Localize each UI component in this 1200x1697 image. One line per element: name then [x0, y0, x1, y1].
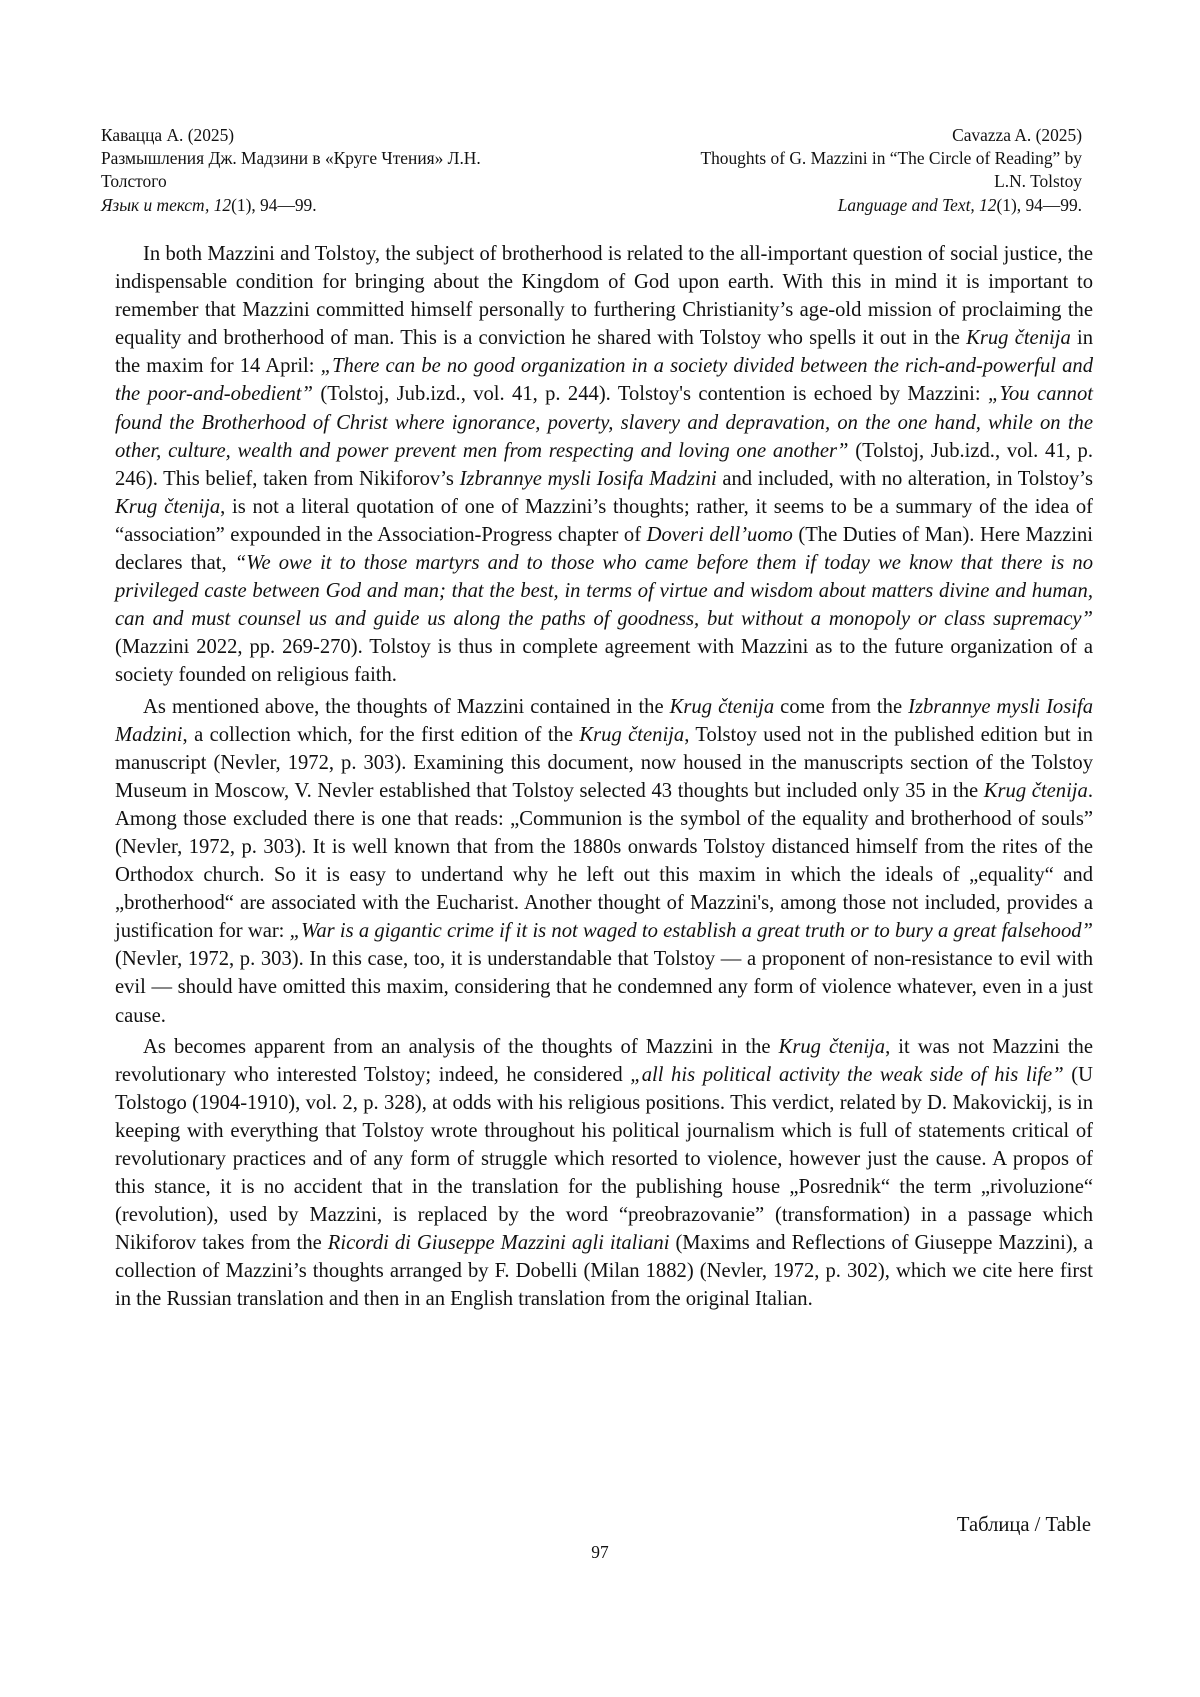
text-run: , is not a literal quotation of one of Mazzini’s thoughts; rather, it seems to be a summary of the idea of “association” expounded in the Association-Progress chapter of — [115, 495, 1093, 546]
italic-title: Krug čtenija — [778, 1035, 886, 1058]
header-right-author: Cavazza A. (2025) — [952, 125, 1082, 145]
text-run: , it was not Mazzini the revolutionary who interested Tolstoy; indeed, he considered — [115, 1035, 1093, 1086]
header-right-volume: 12 — [979, 194, 997, 215]
text-run: (The Duties of Man). Here Mazzini declares that, — [115, 523, 1093, 575]
italic-quote: „There can be no good organization in a society divided between the rich-and-powerful and the poor-and-obedient” — [115, 355, 1093, 406]
text-run: (Tolstoj, Jub.izd., vol. 41, p. 244). Tolstoy's contention is echoed by Mazzini: — [312, 383, 988, 406]
text-run: (Mazzini 2022, pp. 269-270). Tolstoy is thus in complete agreement with Mazzini as to the future organization of a society founded on religious faith. — [115, 636, 1093, 687]
header-left-journal: Язык и текст, — [101, 194, 214, 215]
italic-title: Krug čtenija — [115, 495, 221, 518]
text-run: (Maxims and Reflections of Giuseppe Mazzini), a collection of Mazzini’s thoughts arranged by F. Dobelli (Milan 1882) (Nevler, 1972, p. 302), which we cite here first in the Russian translation and then in an English translation from the original Italian. — [115, 1232, 1093, 1311]
header-right-title: Thoughts of G. Mazzini in “The Circle of Reading” by — [700, 148, 1082, 169]
paragraph-excluded-thoughts — [115, 693, 1093, 1030]
text-run: come from the — [774, 695, 909, 718]
italic-title: Krug čtenija — [983, 779, 1088, 802]
table-caption: Таблица / Table — [956, 1514, 1091, 1536]
header-left-issue-pages: (1), 94—99. — [231, 194, 317, 215]
text-run: (Nevler, 1972, p. 303). In this case, too, it is understandable that Tolstoy — a proponent of non-resistance to evil with evil — should have omitted this maxim, considering that he condemned any form of violence whatever, even in a just cause. — [115, 948, 1093, 1027]
header-right-title-cont: L.N. Tolstoy — [994, 171, 1082, 192]
italic-title: Ricordi di Giuseppe Mazzini agli italiani — [327, 1232, 670, 1255]
header-right-journal-line — [562, 194, 1082, 217]
italic-quote: „all his political activity the weak side of his life” — [630, 1063, 1064, 1086]
paragraph-revolutionary-mazzini — [115, 1033, 1093, 1314]
article-body — [115, 240, 1093, 1317]
header-right-citation-en — [562, 124, 1082, 217]
header-left-title: Размышления Дж. Мадзини в «Круге Чтения» Л.Н. — [101, 148, 481, 169]
italic-title: Krug čtenija — [966, 327, 1071, 350]
italic-title: Izbrannye mysli Iosifa Madzini — [459, 467, 717, 490]
text-run: , Tolstoy used not in the published edition but in manuscript (Nevler, 1972, p. 303). Examining this document, now housed in the manuscripts section of the Tolstoy Museum in Moscow, V. Nevler established that Tolstoy selected 43 thoughts but included only 35 in the — [115, 723, 1093, 802]
italic-quote: „War is a gigantic crime if it is not waged to establish a great truth or to bury a great falsehood” — [289, 920, 1093, 943]
text-run: , a collection which, for the first edition of the — [182, 723, 580, 746]
text-run: In both Mazzini and Tolstoy, the subject of brotherhood is related to the all-important question of social justice, the indispensable condition for bringing about the Kingdom of God upon earth. With this in mind it is important to remember that Mazzini committed himself personally to furthering Christianity’s age-old mission of proclaiming the equality and brotherhood of man. This is a conviction he shared with Tolstoy who spells it out in the — [115, 243, 1093, 350]
paragraph-brotherhood-social-justice — [115, 240, 1093, 690]
italic-title: Doveri dell’uomo — [646, 523, 793, 546]
header-left-author: Кавацца А. (2025) — [101, 125, 235, 145]
header-left-citation-ru — [101, 124, 571, 217]
italic-quote: „You cannot found the Brotherhood of Christ where ignorance, poverty, slavery and depravation, on the one hand, while on the other, culture, wealth and power prevent men from respecting and loving one another” — [115, 383, 1093, 462]
italic-title: Izbrannye mysli Iosifa Madzini — [115, 695, 1093, 746]
text-run: (U Tolstogo (1904-1910), vol. 2, p. 328), at odds with his religious positions. This verdict, related by D. Makovickij, is in keeping with everything that Tolstoy wrote throughout his political journalism which is full of statements critical of revolutionary practices and of any form of struggle which resorted to violence, however just the cause. A propos of this stance, it is no accident that in the translation for the publishing house „Posrednik“ the term „rivoluzione“ (revolution), used by Mazzini, is replaced by the word “preobrazovanie” (transformation) in a passage which Nikiforov takes from the — [115, 1063, 1093, 1255]
text-run: . Among those excluded there is one that reads: „Communion is the symbol of the equality and brotherhood of souls” (Nevler, 1972, p. 303). It is well known that from the 1880s onwards Tolstoy distanced himself from the rites of the Orthodox church. So it is easy to undertand why he left out this maxim in which the ideals of „equality“ and „brotherhood“ are associated with the Eucharist. Another thought of Mazzini's, among those not included, provides a justification for war: — [115, 779, 1093, 943]
text-run: and included, with no alteration, in Tolstoy’s — [716, 467, 1093, 490]
text-run: (Tolstoj, Jub.izd., vol. 41, p. 246). This belief, taken from Nikiforov’s — [115, 439, 1093, 490]
header-left-volume: 12 — [213, 194, 232, 215]
italic-title: Krug čtenija — [579, 723, 685, 746]
page-number: 97 — [591, 1542, 609, 1562]
header-right-issue-pages: (1), 94—99. — [996, 194, 1082, 215]
italic-quote: “We owe it to those martyrs and to those who came before them if today we know that there is no privileged caste between God and man; that the best, in terms of virtue and wisdom about matters divine and human, can and must counsel us and guide us along the paths of goodness, but without a monopoly or class supremacy” — [115, 552, 1094, 631]
header-left-journal-line — [101, 194, 571, 217]
header-right-journal: Language and Text, — [837, 194, 980, 215]
text-run: As mentioned above, the thoughts of Mazzini contained in the — [143, 695, 670, 718]
text-run: in the maxim for 14 April: — [115, 327, 1093, 378]
header-left-title-cont: Толстого — [101, 171, 167, 192]
text-run: As becomes apparent from an analysis of the thoughts of Mazzini in the — [143, 1035, 779, 1058]
italic-title: Krug čtenija — [669, 695, 775, 718]
